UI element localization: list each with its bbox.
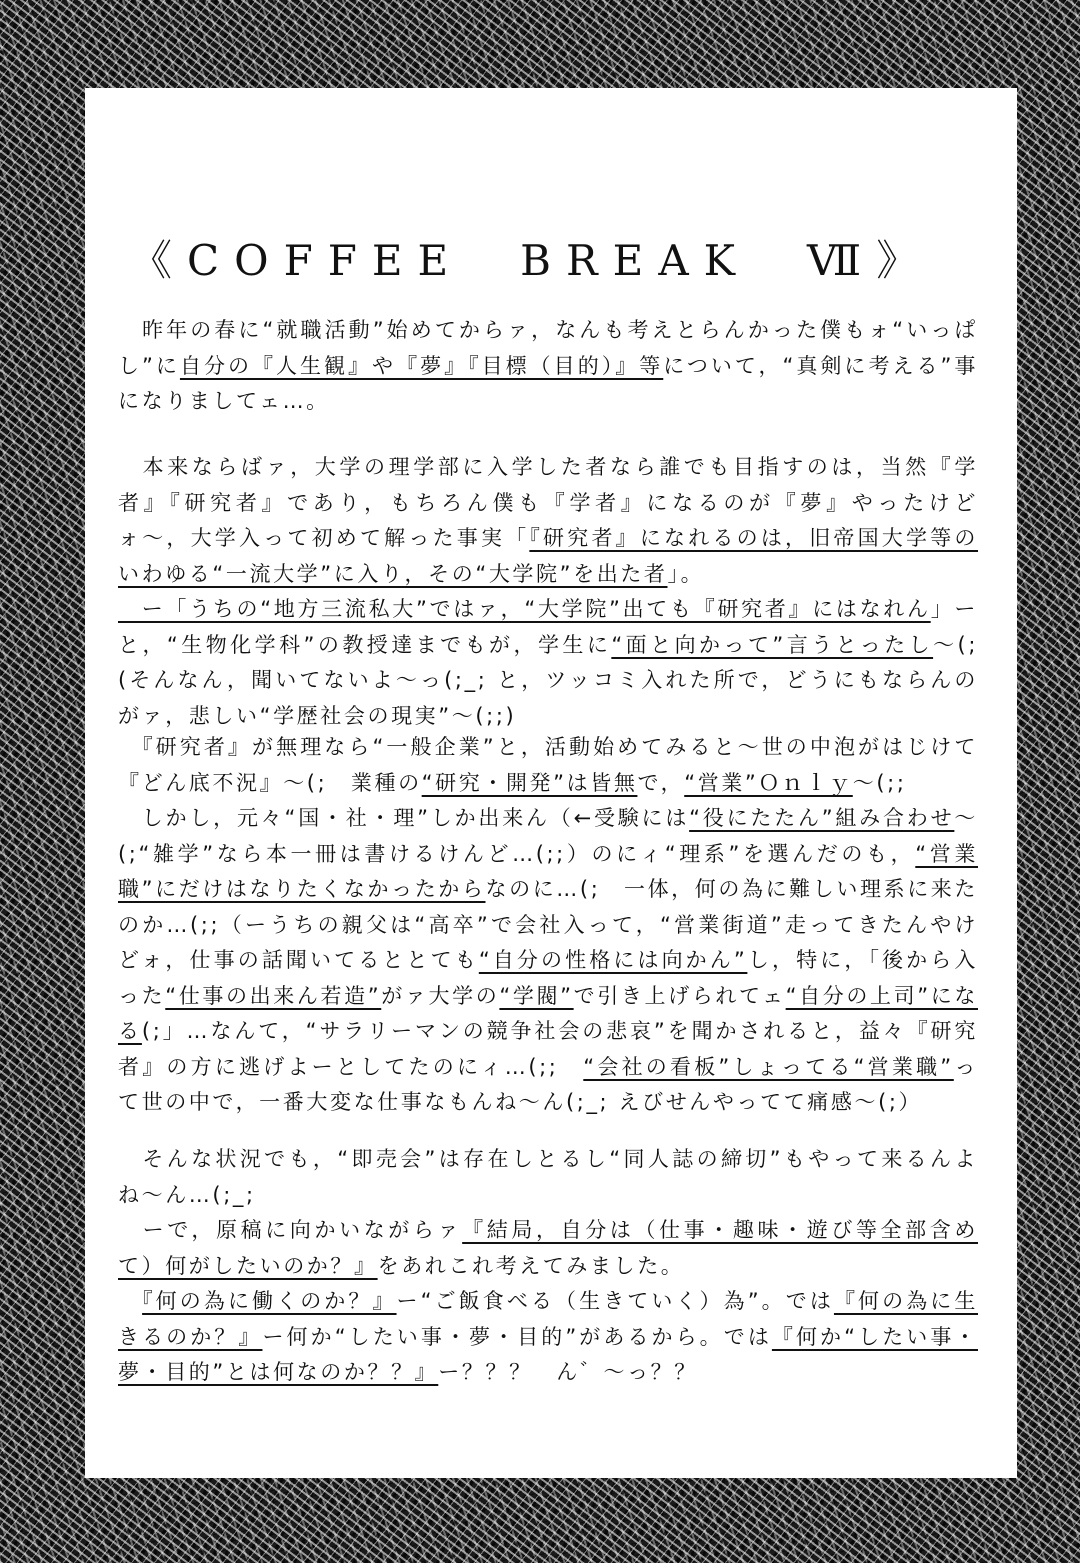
paragraph-recession	[118, 730, 978, 801]
underlined-text: 自分の『人生観』や『夢』『目標（目的）』等	[179, 353, 664, 378]
paragraph-intro	[118, 313, 978, 420]
text-segment: で引き上げられてェ	[573, 983, 786, 1008]
paragraph-reflection	[118, 1213, 978, 1284]
text-segment: そんな状況でも，“即売会”は存在しとるし“同人誌の締切”もやって来るんよね〜ん…(;_;	[118, 1147, 978, 1207]
text-segment: って世の中で，一番大変な仕事なもんね〜ん(;_; えびせんやってて痛感〜(;）	[118, 1054, 978, 1114]
text-segment: 『研究者』が無理なら“一般企業”と，活動始めてみると〜世の中泡がはじけて『どん底不況』〜(; 業種の	[118, 735, 978, 795]
underlined-text: “営業職”にだけはなりたくなかったから	[118, 841, 978, 901]
underlined-text: ー「うちの“地方三流私大”ではァ，“大学院”出ても『研究者』にはなれん	[118, 597, 931, 621]
underlined-text: “自分の上司”になる	[118, 983, 978, 1043]
underlined-text: 『結局，自分は（仕事・趣味・遊び等全部含めて）何がしたいのか？』	[118, 1218, 978, 1278]
underlined-text: “仕事の出来ん若造”	[165, 983, 382, 1008]
text-segment: ー“ご飯食べる（生きていく）為”。では	[396, 1289, 834, 1313]
underlined-text: 『何の為に生きるのか？』	[118, 1289, 978, 1349]
text-segment: 〜(;;	[852, 770, 907, 795]
text-segment: (;」…なんて，“サラリーマンの競争社会の悲哀”を聞かされると，益々『研究者』の方に逃げよーとしてたのにィ…(;;	[118, 1019, 978, 1079]
page-title: 《COFFEE BREAK Ⅶ》	[130, 236, 934, 285]
underlined-text: “役にたたん”組み合わせ	[689, 806, 955, 830]
text-segment: ー？？？ ん゛〜っ？？	[438, 1360, 698, 1384]
underlined-text: “自分の性格には向かん”	[478, 948, 748, 972]
paragraph-event-deadline	[118, 1142, 978, 1213]
underlined-text: 『何の為に働くのか？』	[142, 1289, 397, 1313]
text-segment: 」。	[667, 561, 705, 586]
underlined-text: “研究・開発”は皆無	[421, 770, 638, 795]
text-segment: し，特に，「後から入った	[118, 948, 978, 1008]
text-segment: しかし，元々“国・社・理”しか出来ん（←受験には	[118, 806, 690, 830]
text-segment: ーで，原稿に向かいながらァ	[118, 1218, 463, 1242]
underlined-text: 『研究者』になれるのは，旧帝国大学等のいわゆる“一流大学”に入り，その“大学院”を出た者	[118, 526, 979, 586]
paragraph-local-university	[118, 592, 978, 734]
underlined-text: “学閥”	[499, 983, 574, 1008]
text-segment: ー何か“したい事・夢・目的”があるから。では	[262, 1324, 772, 1349]
text-segment: について，“真剣に考える”事になりましてェ…。	[118, 353, 978, 413]
text-segment: で，	[637, 770, 685, 795]
text-segment: 本来ならばァ，大学の理学部に入学した者なら誰でも目指すのは，当然『学者』『研究者』であり，もちろん僕も『学者』になるのが『夢』やったけどォ〜，大学入って初めて解った事実「	[118, 455, 978, 550]
text-segment: 〜(;(そんなん，聞いてないよ〜っ(;_; と，ツッコミ入れた所で，どうにもならんのがァ，悲しい“学歴社会の現実”〜(;;)	[118, 632, 979, 728]
text-segment: をあれこれ考えてみました。	[377, 1253, 685, 1278]
text-segment: がァ大学の	[381, 983, 500, 1008]
text-segment: 昨年の春に“就職活動”始めてからァ，なんも考えとらんかった僕もォ“いっぱし”に	[118, 318, 978, 378]
paragraph-science-choice	[118, 801, 978, 1121]
text-segment: 」ーと，“生物化学科”の教授達までもが，学生に	[118, 597, 978, 657]
paragraph-questions	[118, 1284, 978, 1391]
underlined-text: “営業”Ｏｎｌｙ	[684, 770, 853, 795]
text-segment	[118, 1289, 142, 1313]
underlined-text: “面と向かって”言うとったし	[611, 632, 934, 657]
underlined-text: “会社の看板”しょってる“営業職”	[583, 1054, 954, 1079]
underlined-text: 『何か“したい事・夢・目的”とは何なのか？？』	[118, 1324, 978, 1384]
paragraph-research-dream	[118, 450, 978, 592]
text-segment: なのに…(; 一体，何の為に難しい理系に来たのか…(;;（ーうちの親父は“高卒”で会社入って，“営業街道”走ってきたんやけどォ，仕事の話聞いてるととても	[118, 877, 978, 972]
text-segment: 〜(;“雑学”なら本一冊は書けるけんど…(;;）のにィ“理系”を選んだのも，	[118, 806, 978, 866]
